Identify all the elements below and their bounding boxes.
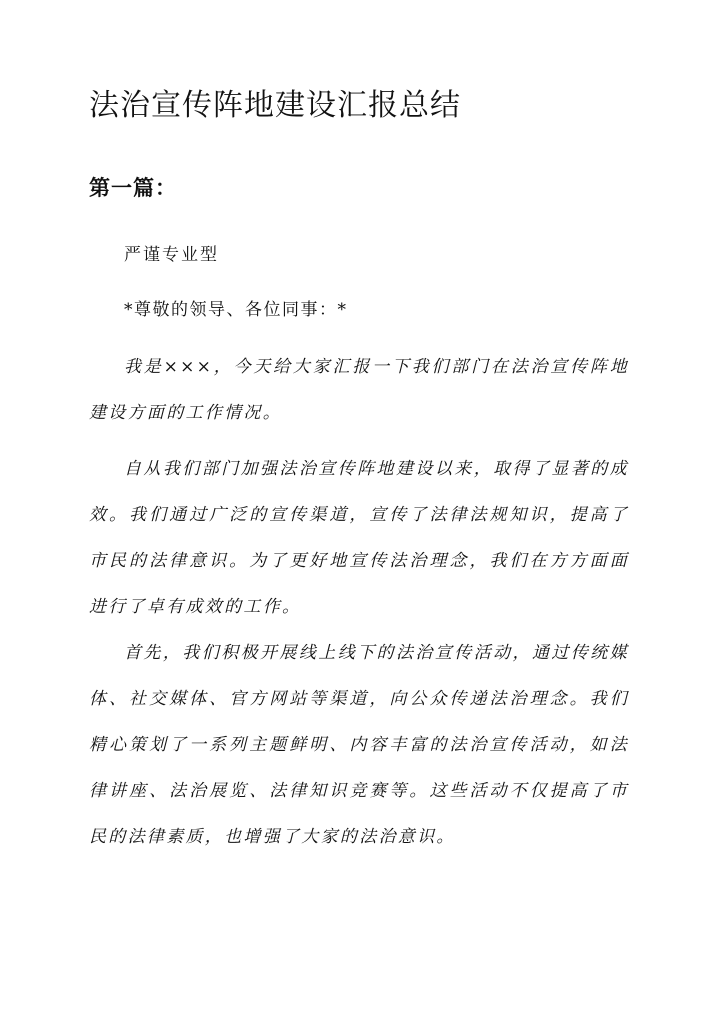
chapter-heading: 第一篇： [89, 175, 177, 200]
paragraph-intro: 我是×××，今天给大家汇报一下我们部门在法治宣传阵地建设方面的工作情况。 [89, 357, 629, 423]
salutation: *尊敬的领导、各位同事：* [124, 300, 348, 320]
paragraph-activities: 首先，我们积极开展线上线下的法治宣传活动，通过传统媒体、社交媒体、官方网站等渠道，向公众传递法治理念。我们精心策划了一系列主题鲜明、内容丰富的法治宣传活动，如法律讲座、法治展览、法律知识竞赛等。这些活动不仅提高了市民的法律素质，也增强了大家的法治意识。 [89, 643, 629, 847]
paragraph-achievements: 自从我们部门加强法治宣传阵地建设以来，取得了显著的成效。我们通过广泛的宣传渠道，宣传了法律法规知识，提高了市民的法律意识。为了更好地宣传法治理念，我们在方方面面进行了卓有成效的工作。 [89, 459, 629, 617]
document-title: 法治宣传阵地建设汇报总结 [89, 88, 461, 123]
style-label: 严谨专业型 [124, 245, 219, 265]
